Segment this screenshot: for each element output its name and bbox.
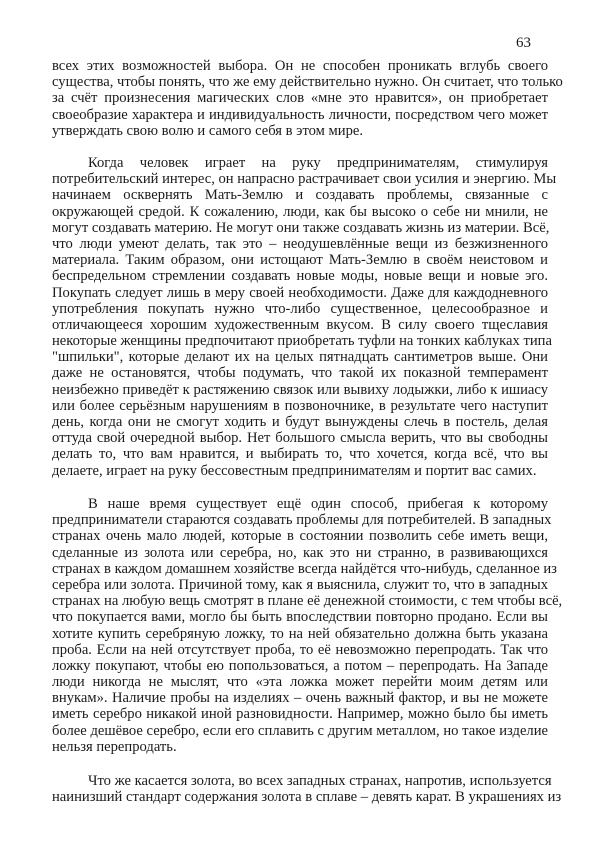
text-line: неизбежно приведёт к растяжению связок или вывиху лодыжки, либо к ишиасу	[52, 381, 548, 398]
text-line: беспредельном стремлении создавать новые моды, новые вещи и новые эго.	[52, 268, 548, 285]
text-line: хотите купить серебряную ложку, то на ней обязательно должна быть указана	[52, 625, 548, 642]
text-line: делать то, что вам нравится, и выбирать то, что хочется, когда всё, что вы	[52, 446, 548, 463]
text-line: существа, чтобы понять, что же ему действительно нужно. Он считает, что только	[52, 74, 563, 91]
paragraph-4	[52, 773, 562, 806]
text-line: что покупается вами, могло бы быть впоследствии повторно продано. Если вы	[52, 609, 548, 626]
text-line: странах на любую вещь смотрят в плане её денежной стоимости, с тем чтобы всё,	[52, 593, 563, 610]
text-line: начинаем осквернять Мать-Землю и создавать проблемы, связанные с	[52, 187, 548, 204]
text-line: ложку покупают, чтобы ею попользоваться, а потом – перепродать. На Западе	[52, 657, 548, 674]
text-line: могут создавать материю. Не могут они также создавать жизнь из материи. Всё,	[52, 219, 550, 236]
text-line: серебра или золота. Причиной тому, как я выяснила, служит то, что в западных	[52, 576, 548, 593]
text-line: употребления покупать нужно что-либо существенное, целесообразное и	[52, 300, 548, 317]
text-line: окружающей средой. К сожалению, люди, как бы высоко о себе ни мнили, не	[52, 203, 548, 220]
text-line: Когда человек играет на руку предпринимателям, стимулируя	[88, 155, 548, 171]
text-line: В наше время существует ещё один способ, прибегая к которому	[88, 496, 548, 512]
text-line: материала. Таким образом, они истощают Мать-Землю в своём неистовом и	[52, 252, 548, 269]
text-line: странах очень мало людей, которые в состоянии позволить себе иметь вещи,	[52, 528, 548, 545]
text-line: утверждать свою волю и самого себя в этом мире.	[52, 122, 363, 139]
text-line: Покупать следует лишь в меру своей необходимости. Даже для каждодневного	[52, 284, 548, 301]
paragraph-3	[52, 496, 563, 755]
text-line: своеобразие характера и индивидуальность личности, посредством чего может	[52, 106, 548, 123]
text-line: Что же касается золота, во всех западных странах, напротив, используется	[88, 773, 552, 789]
text-line: всех этих возможностей выбора. Он не способен проникать вглубь своего	[52, 58, 548, 74]
text-line: "шпильки", которые делают их на целых пятнадцать сантиметров выше. Они	[52, 349, 548, 366]
text-line: предприниматели стараются создавать проблемы для потребителей. В западных	[52, 512, 552, 529]
text-line: день, когда они не смогут ходить и будут вынуждены слечь в постель, делая	[52, 414, 548, 430]
paragraph-1	[52, 58, 563, 139]
text-line: наинизший стандарт содержания золота в сплаве – девять карат. В украшениях из	[52, 789, 562, 806]
text-line: внукам». Наличие пробы на изделиях – очень важный фактор, и вы не можете	[52, 690, 548, 707]
text-line: делаете, играет на руку бессовестным предпринимателям и портит вас самих.	[52, 462, 537, 479]
text-line: более дешёвое серебро, если его сплавить с другим металлом, но такое изделие	[52, 722, 548, 739]
text-line: странах в каждом домашнем хозяйстве всегда найдётся что-нибудь, сделанное из	[52, 560, 557, 577]
text-line: оттуда свой очередной выбор. Нет большого смысла верить, что вы свободны	[52, 430, 548, 447]
text-line: проба. Если на ней отсутствует проба, то её невозможно перепродать. Так что	[52, 641, 548, 658]
text-line: некоторые женщины предпочитают приобретать туфли на тонких каблуках типа	[52, 333, 552, 350]
page-number: 63	[516, 35, 531, 51]
text-line: сделанные из золота или серебра, но, как это ни странно, в развивающихся	[52, 544, 548, 561]
text-line: иметь серебро никакой иной разновидности. Например, можно было бы иметь	[52, 706, 548, 723]
text-line: потребительский интерес, он напрасно растрачивает свои усилия и энергию. Мы	[52, 171, 557, 188]
text-line: или более серьёзным нарушениям в позвоночнике, в результате чего наступит	[52, 397, 548, 414]
paragraph-2	[52, 155, 557, 479]
text-line: нельзя перепродать.	[52, 738, 177, 755]
text-line: даже не остановятся, чтобы подумать, что такой их показной темперамент	[52, 365, 548, 382]
text-line: отличающееся хорошим художественным вкусом. В силу своего тщеславия	[52, 316, 548, 333]
text-line: люди никогда не мыслят, что «эта ложка может перейти моим детям или	[52, 674, 548, 691]
text-line: что люди умеют делать, так это – неодушевлённые вещи из безжизненного	[52, 235, 548, 252]
text-line: за счёт произнесения магических слов «мне это нравится», он приобретает	[52, 90, 548, 107]
